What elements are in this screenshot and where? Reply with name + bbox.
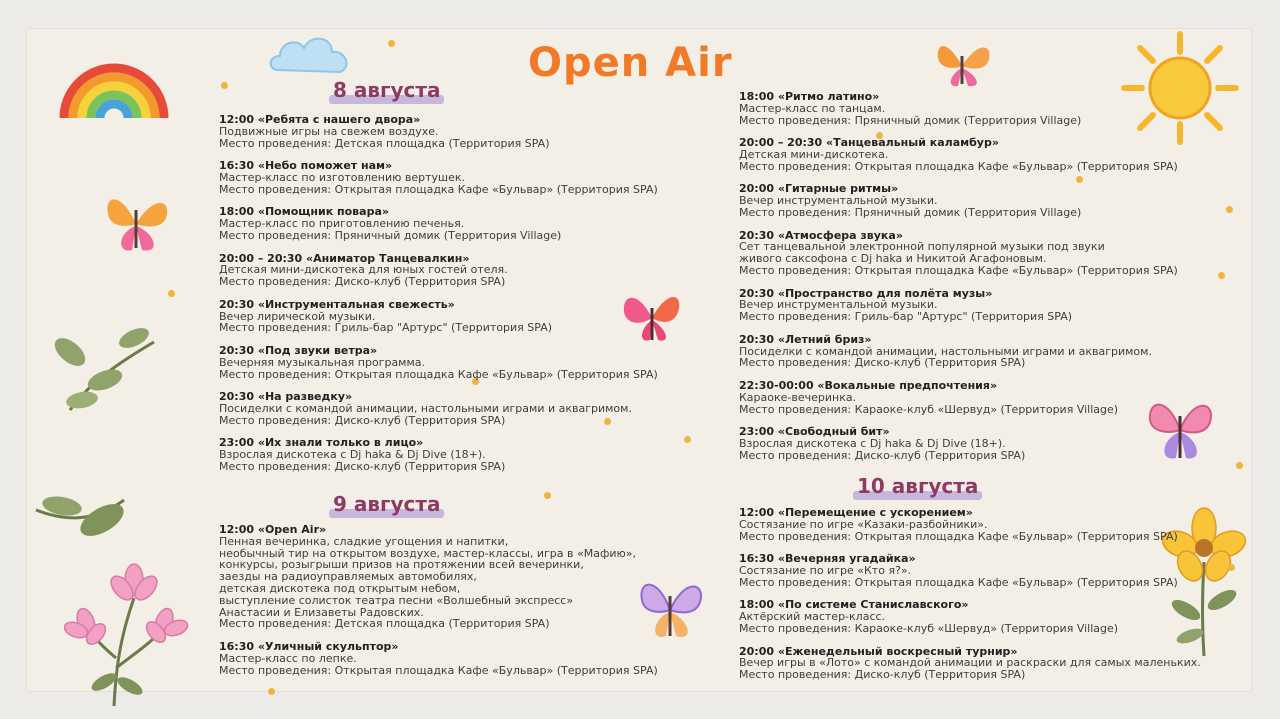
event-item — [219, 114, 719, 149]
event-detail-line: Мастер-класс по танцам. — [739, 101, 886, 115]
date-heading-day2 — [333, 492, 440, 516]
event-heading: 20:30 «Инструментальная свежесть» — [219, 297, 455, 311]
event-detail-line: заезды на радиоуправляемых автомобилях, — [219, 570, 477, 584]
date-heading-day3 — [857, 474, 978, 498]
event-detail-line: Место проведения: Диско-клуб (Территория SPA) — [739, 448, 1026, 462]
event-detail-line: Место проведения: Караоке-клуб «Шервуд» (Территория Village) — [739, 621, 1119, 635]
event-detail-line: Мастер-класс по изготовлению вертушек. — [219, 170, 465, 184]
event-heading: 23:00 «Свободный бит» — [739, 425, 890, 439]
event-list-day3 — [739, 507, 1239, 692]
event-heading: 16:30 «Вечерняя угадайка» — [739, 552, 916, 566]
event-detail-line: необычный тир на открытом воздухе, мастер-классы, игра в «Мафию», — [219, 546, 637, 560]
event-heading: 20:30 «Под звуки ветра» — [219, 343, 378, 357]
date-heading-day1 — [333, 78, 440, 102]
date-text: 9 августа — [333, 492, 441, 516]
leaf-branch-icon — [50, 322, 160, 412]
event-detail-line: Вечерняя музыкальная программа. — [219, 355, 426, 369]
event-item — [739, 230, 1239, 277]
date-text: 10 августа — [857, 474, 979, 498]
event-detail-line: Мастер-класс по лепке. — [219, 651, 357, 665]
event-detail-line: Место проведения: Диско-клуб (Территория SPA) — [219, 459, 506, 473]
event-detail-line: Вечер лирической музыки. — [219, 309, 376, 323]
event-detail-line: Посиделки с командой анимации, настольными играми и аквагримом. — [219, 401, 632, 415]
event-detail-line: Место проведения: Гриль-бар "Артурс" (Территория SPA) — [219, 321, 553, 335]
event-item — [739, 426, 1239, 461]
event-item — [739, 288, 1239, 323]
event-item — [739, 334, 1239, 369]
event-detail-line: Сет танцевальной электронной популярной музыки под звуки — [739, 240, 1105, 254]
event-heading: 20:00 – 20:30 «Танцевальный каламбур» — [739, 136, 999, 150]
event-detail-line: Место проведения: Гриль-бар "Артурс" (Территория SPA) — [739, 310, 1073, 324]
event-heading: 20:00 «Еженедельный воскресный турнир» — [739, 644, 1018, 658]
event-heading: 20:30 «Пространство для полёта музы» — [739, 286, 993, 300]
event-detail-line: Место проведения: Караоке-клуб «Шервуд» (Территория Village) — [739, 402, 1119, 416]
event-item — [739, 183, 1239, 218]
event-detail-line: выступление солисток театра песни «Волшебный экспресс» — [219, 593, 574, 607]
event-heading: 20:30 «Атмосфера звука» — [739, 228, 903, 242]
event-item — [219, 206, 719, 241]
event-detail-line: конкурсы, розыгрыши призов на протяжении всей вечеринки, — [219, 558, 584, 572]
event-detail-line: Место проведения: Диско-клуб (Территория SPA) — [219, 413, 506, 427]
event-item — [219, 391, 719, 426]
event-item — [219, 524, 719, 630]
event-heading: 16:30 «Небо поможет нам» — [219, 159, 393, 173]
event-heading: 20:30 «На разведку» — [219, 390, 353, 404]
event-item — [739, 553, 1239, 588]
event-detail-line: Место проведения: Детская площадка (Территория SPA) — [219, 617, 550, 631]
event-item — [219, 299, 719, 334]
event-detail-line: Место проведения: Детская площадка (Территория SPA) — [219, 136, 550, 150]
event-detail-line: Пенная вечеринка, сладкие угощения и напитки, — [219, 534, 509, 548]
event-item — [219, 160, 719, 195]
butterfly-icon — [928, 36, 998, 94]
event-detail-line: Состязание по игре «Кто я?». — [739, 563, 912, 577]
event-list-day1 — [219, 114, 719, 484]
event-item — [219, 253, 719, 288]
event-detail-line: Вечер игры в «Лото» с командой анимации и раскраски для самых маленьких. — [739, 656, 1201, 670]
event-detail-line: живого саксофона с Dj haka и Никитой Агафоновым. — [739, 252, 1047, 266]
cloud-icon — [266, 30, 356, 80]
event-detail-line: Место проведения: Открытая площадка Кафе «Бульвар» (Территория SPA) — [739, 575, 1178, 589]
event-list-day2 — [219, 524, 719, 687]
decor-dot — [268, 688, 275, 695]
event-detail-line: Место проведения: Открытая площадка Кафе «Бульвар» (Территория SPA) — [219, 663, 658, 677]
event-detail-line: Детская мини-дискотека для юных гостей отеля. — [219, 263, 508, 277]
rainbow-icon — [58, 38, 170, 120]
event-detail-line: Караоке-вечеринка. — [739, 390, 857, 404]
event-detail-line: Место проведения: Открытая площадка Кафе «Бульвар» (Территория SPA) — [739, 263, 1178, 277]
event-detail-line: детская дискотека под открытым небом, — [219, 581, 461, 595]
event-detail-line: Место проведения: Диско-клуб (Территория SPA) — [739, 356, 1026, 370]
decor-dot — [388, 40, 395, 47]
event-heading: 20:30 «Летний бриз» — [739, 332, 872, 346]
event-item — [739, 646, 1239, 681]
event-heading: 16:30 «Уличный скульптор» — [219, 639, 399, 653]
event-heading: 22:30-00:00 «Вокальные предпочтения» — [739, 378, 998, 392]
event-item — [739, 507, 1239, 542]
event-detail-line: Место проведения: Диско-клуб (Территория SPA) — [739, 668, 1026, 682]
event-heading: 20:00 «Гитарные ритмы» — [739, 182, 899, 196]
event-item — [739, 137, 1239, 172]
event-heading: 12:00 «Перемещение с ускорением» — [739, 506, 973, 519]
event-item — [219, 437, 719, 472]
event-detail-line: Посиделки с командой анимации, настольными играми и аквагримом. — [739, 344, 1152, 358]
date-text: 8 августа — [333, 78, 441, 102]
event-heading: 18:00 «По системе Станиславского» — [739, 598, 969, 612]
event-detail-line: Место проведения: Открытая площадка Кафе «Бульвар» (Территория SPA) — [219, 367, 658, 381]
decor-dot — [544, 492, 551, 499]
event-detail-line: Место проведения: Открытая площадка Кафе «Бульвар» (Территория SPA) — [219, 182, 658, 196]
event-detail-line: Место проведения: Пряничный домик (Территория Village) — [739, 113, 1082, 127]
event-list-day1-continued — [739, 91, 1239, 472]
event-detail-line: Вечер инструментальной музыки. — [739, 194, 938, 208]
event-detail-line: Вечер инструментальной музыки. — [739, 298, 938, 312]
event-detail-line: Взрослая дискотека с Dj haka & Dj Dive (18+). — [219, 448, 486, 462]
event-detail-line: Место проведения: Открытая площадка Кафе «Бульвар» (Территория SPA) — [739, 529, 1178, 543]
event-detail-line: Место проведения: Открытая площадка Кафе «Бульвар» (Территория SPA) — [739, 159, 1178, 173]
event-item — [739, 599, 1239, 634]
event-item — [739, 380, 1239, 415]
decor-dot — [168, 290, 175, 297]
event-heading: 20:00 – 20:30 «Аниматор Танцевалкин» — [219, 251, 470, 265]
event-heading: 12:00 «Open Air» — [219, 523, 327, 536]
leaf-branch-icon — [32, 490, 128, 548]
event-detail-line: Подвижные игры на свежем воздухе. — [219, 124, 439, 138]
event-item — [219, 641, 719, 676]
event-detail-line: Состязание по игре «Казаки-разбойники». — [739, 517, 988, 531]
event-detail-line: Мастер-класс по приготовлению печенья. — [219, 217, 465, 231]
event-detail-line: Актёрский мастер-класс. — [739, 610, 886, 624]
butterfly-icon — [96, 184, 180, 264]
event-heading: 12:00 «Ребята с нашего двора» — [219, 113, 421, 126]
event-detail-line: Детская мини-дискотека. — [739, 147, 889, 161]
event-detail-line: Анастасии и Елизаветы Радовских. — [219, 605, 424, 619]
event-heading: 18:00 «Ритмо латино» — [739, 90, 880, 103]
event-detail-line: Место проведения: Пряничный домик (Территория Village) — [219, 228, 562, 242]
event-detail-line: Место проведения: Пряничный домик (Территория Village) — [739, 205, 1082, 219]
flower-icon — [64, 558, 194, 708]
event-heading: 23:00 «Их знали только в лицо» — [219, 436, 424, 450]
event-item — [739, 91, 1239, 126]
page-title: Open Air — [528, 40, 733, 86]
event-heading: 18:00 «Помощник повара» — [219, 205, 389, 219]
event-detail-line: Взрослая дискотека с Dj haka & Dj Dive (18+). — [739, 436, 1006, 450]
event-detail-line: Место проведения: Диско-клуб (Территория SPA) — [219, 275, 506, 289]
event-item — [219, 345, 719, 380]
decor-dot — [221, 82, 228, 89]
